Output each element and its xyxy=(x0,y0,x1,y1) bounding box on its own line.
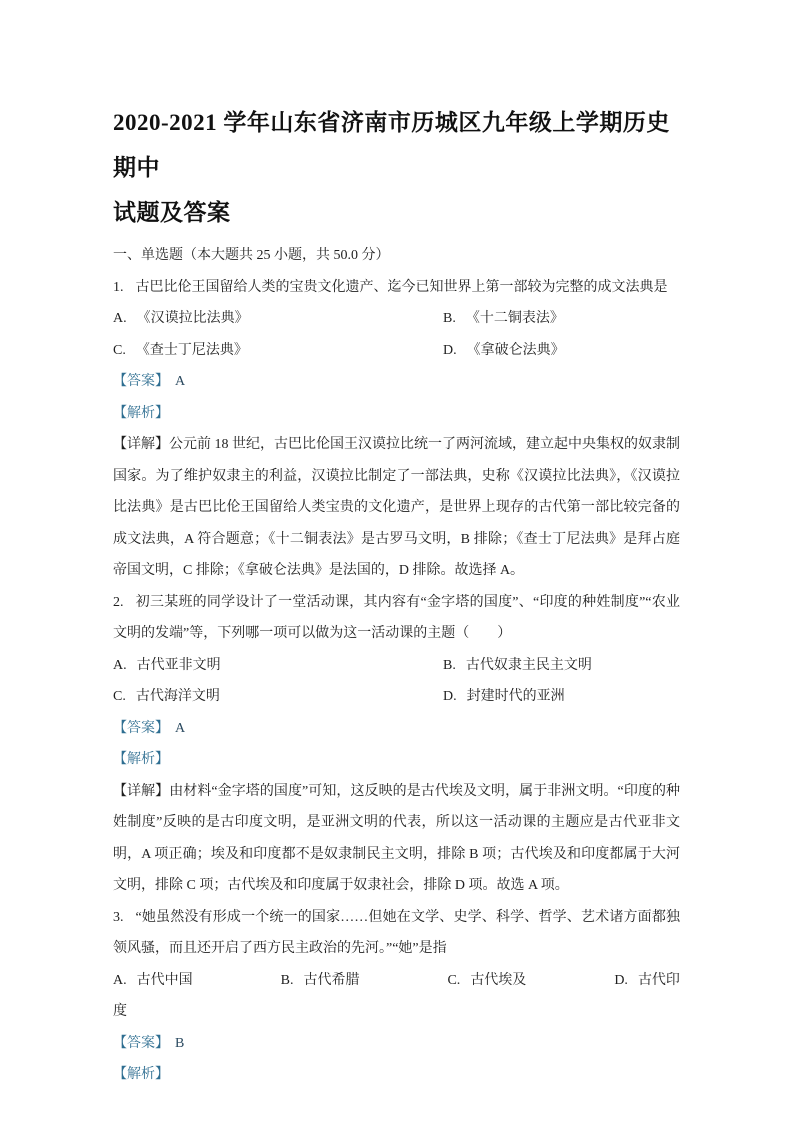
question-3-option-a-text: 古代中国 xyxy=(136,972,193,988)
answer-label: 【答案】 xyxy=(113,1035,169,1051)
question-1-option-a-text: 《汉谟拉比法典》 xyxy=(136,311,249,326)
question-1-option-d xyxy=(443,335,680,367)
question-3-option-c-text: 古代埃及 xyxy=(470,972,527,988)
question-2-option-b xyxy=(443,650,680,682)
question-2-option-a xyxy=(113,650,443,682)
question-3-option-b xyxy=(281,973,360,988)
question-3-stem xyxy=(113,902,680,965)
question-2-option-c xyxy=(113,681,443,713)
question-3-option-a xyxy=(113,973,193,988)
question-1-answer: A xyxy=(175,374,186,389)
question-1-option-d-letter: D. xyxy=(443,342,457,358)
question-3-option-b-text: 古代希腊 xyxy=(303,972,360,988)
question-3-option-a-letter: A. xyxy=(113,972,127,988)
question-3-option-c xyxy=(447,973,526,988)
question-1-option-b xyxy=(443,303,680,335)
question-3-option-d-text: 古代印度 xyxy=(113,972,680,1019)
question-2-detail: 【详解】由材料“金字塔的国度”可知，这反映的是古代埃及文明，属于非洲文明。“印度的种姓制度”反映的是古印度文明，是亚洲文明的代表，所以这一活动课的主题应是古代亚非文明，A 项正确；埃及和印度都不是奴隶制民主文明，排除 B 项；古代埃及和印度都属于大河文明，排除 C 项；古代埃及和印度属于奴隶社会，排除 D 项。故选 A 项。 xyxy=(113,783,680,893)
question-2-answer-line xyxy=(113,713,680,745)
question-2-option-b-letter: B. xyxy=(443,657,456,673)
question-1-option-d-text: 《拿破仑法典》 xyxy=(466,342,565,358)
question-2-option-c-letter: C. xyxy=(113,689,126,704)
question-2-analysis-label: 【解析】 xyxy=(113,752,169,767)
question-3-option-d xyxy=(113,973,680,1020)
answer-label: 【答案】 xyxy=(113,720,169,736)
document-title-line-1: 2020-2021 学年山东省济南市历城区九年级上学期历史期中 xyxy=(113,110,670,180)
question-3-options xyxy=(113,965,680,1028)
question-1-answer-line xyxy=(113,366,680,398)
question-1-option-a xyxy=(113,303,443,335)
question-2-options xyxy=(113,650,680,713)
question-3-option-c-letter: C. xyxy=(447,972,461,988)
document-title-line-2: 试题及答案 xyxy=(113,200,231,225)
question-3-answer: B xyxy=(175,1035,185,1051)
question-1-option-c-text: 《查士丁尼法典》 xyxy=(135,342,248,358)
question-1-option-b-letter: B. xyxy=(443,311,456,326)
question-1-option-b-text: 《十二铜表法》 xyxy=(465,311,564,326)
question-2-number: 2. xyxy=(113,594,124,610)
question-2-option-d-text: 封建时代的亚洲 xyxy=(466,689,565,704)
question-2-option-d-letter: D. xyxy=(443,689,457,704)
question-1-number: 1. xyxy=(113,279,124,295)
question-1-analysis-label: 【解析】 xyxy=(113,405,169,421)
answer-label: 【答案】 xyxy=(113,374,169,389)
question-1-option-c-letter: C. xyxy=(113,342,126,358)
question-2-option-d xyxy=(443,681,680,713)
question-3-option-b-letter: B. xyxy=(280,972,294,988)
question-3-stem-text: “她虽然没有形成一个统一的国家……但她在文学、史学、科学、哲学、艺术诸方面都独领风骚，而且还开启了西方民主政治的先河。”“她”是指 xyxy=(113,909,680,956)
question-2-option-a-text: 古代亚非文明 xyxy=(136,657,221,673)
question-2-stem-text: 初三某班的同学设计了一堂活动课，其内容有“金字塔的国度”、“印度的种姓制度”“农业文明的发端”等，下列哪一项可以做为这一活动课的主题（ ） xyxy=(113,594,680,641)
question-2-option-b-text: 古代奴隶主民主文明 xyxy=(465,657,592,673)
question-3-answer-line xyxy=(113,1028,680,1060)
question-3-number: 3. xyxy=(113,909,124,925)
question-1-stem-text: 古巴比伦王国留给人类的宝贵文化遗产、迄今已知世界上第一部较为完整的成文法典是 xyxy=(135,279,668,295)
question-2-option-a-letter: A. xyxy=(113,657,127,673)
question-2-stem xyxy=(113,587,680,650)
question-2-answer: A xyxy=(175,720,186,736)
question-3-analysis-label: 【解析】 xyxy=(113,1067,169,1082)
question-1-options xyxy=(113,303,680,366)
question-1-detail: 【详解】公元前 18 世纪，古巴比伦国王汉谟拉比统一了两河流域，建立起中央集权的奴隶制国家。为了维护奴隶主的利益，汉谟拉比制定了一部法典，史称《汉谟拉比法典》，《汉谟拉比法典》是古巴比伦王国留给人类宝贵的文化遗产，是世界上现存的古代第一部比较完备的成文法典，A 符合题意；《十二铜表法》是古罗马文明，B 排除；《查士丁尼法典》是拜占庭帝国文明，C 排除；《拿破仑法典》是法国的，D 排除。故选择 A。 xyxy=(113,437,680,578)
question-1-option-c xyxy=(113,335,443,367)
question-1-option-a-letter: A. xyxy=(113,311,127,326)
document-title xyxy=(113,100,680,235)
question-1-stem xyxy=(113,272,680,304)
section-heading: 一、单选题（本大题共 25 小题，共 50.0 分） xyxy=(113,248,390,263)
question-3-option-d-letter: D. xyxy=(614,972,628,988)
question-2-option-c-text: 古代海洋文明 xyxy=(135,689,220,704)
